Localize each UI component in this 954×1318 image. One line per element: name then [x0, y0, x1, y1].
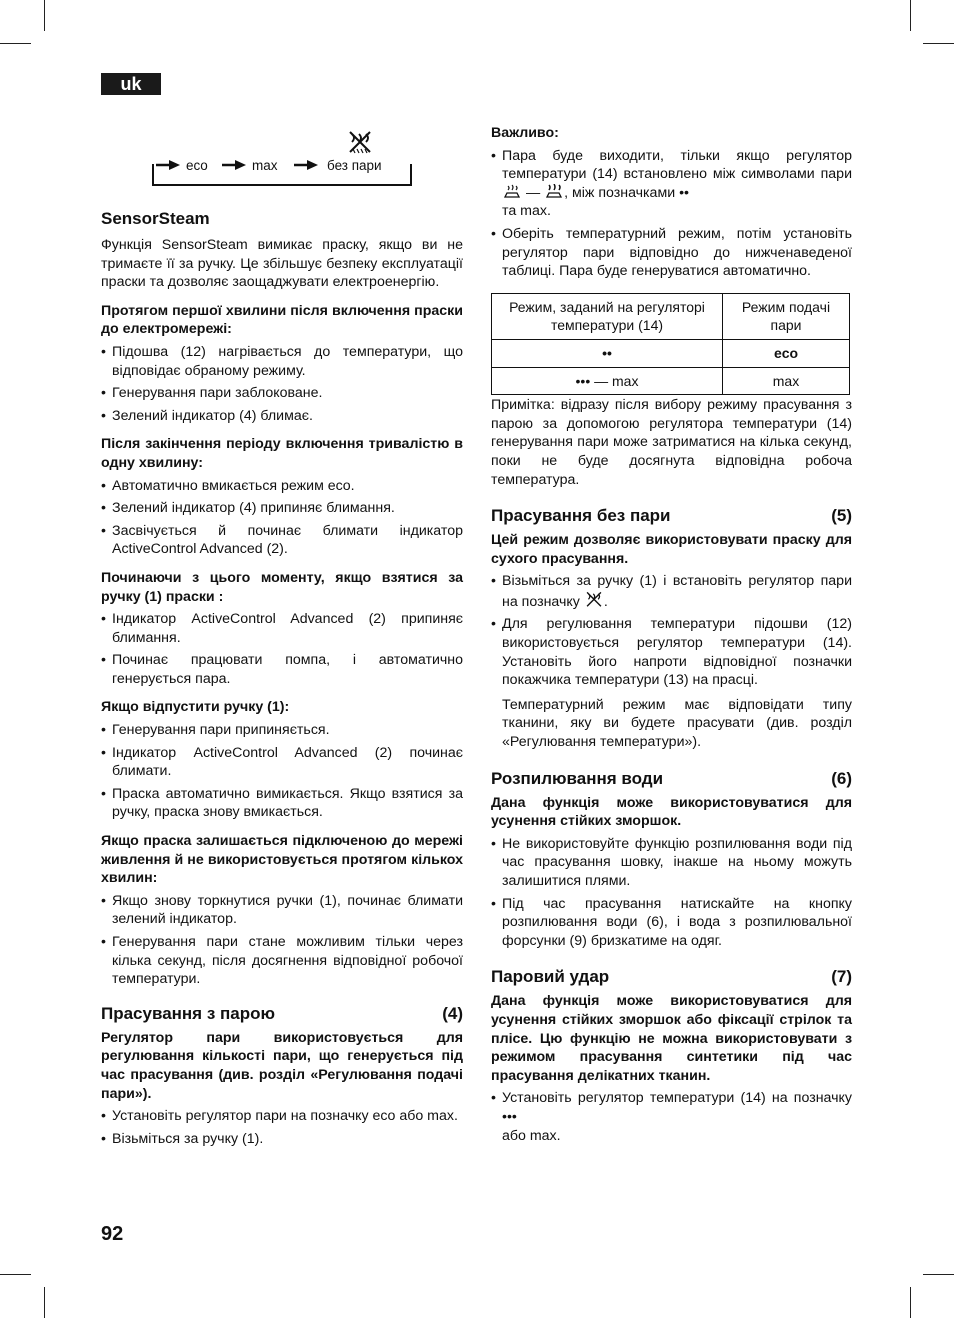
connected-list: [101, 892, 463, 989]
no-steam-icon: [347, 130, 373, 156]
from-now-heading: Починаючи з цього моменту, якщо взятися за ручку (1) праски :: [101, 569, 463, 605]
crop-mark: [44, 1287, 45, 1318]
dry-ironing-lead: Цей режим дозволяє використовувати праску для сухого прасування.: [491, 532, 852, 567]
steam-ironing-list: [101, 1107, 463, 1148]
list-item: • Автоматично вмикається режим eco.: [101, 477, 463, 496]
crop-mark: [44, 0, 45, 31]
list-item: • Починає працювати помпа, і автоматично генерується пара.: [101, 651, 463, 688]
table-row: [492, 367, 850, 395]
list-item: • Генерування пари заблоковане.: [101, 384, 463, 403]
arrow-right-icon: [222, 160, 246, 170]
table-cell: ••• — max: [492, 367, 723, 395]
table-cell: max: [723, 367, 850, 395]
table-header-row: [492, 293, 850, 339]
list-item: • Генерування пари стане можливим тільки через кілька секунд, після досягнення відповідної робочої температури.: [101, 933, 463, 989]
steam-icon: [502, 184, 522, 200]
table-note: Примітка: відразу після вибору режиму прасування з парою за допомогою регулятора температури (14) генерування пари може затриматися на кілька секунд, поки не буде досягнута відповідна робоча температура.: [491, 397, 852, 488]
important-heading: Важливо:: [491, 125, 559, 141]
diagram-label-no-steam: без пари: [324, 157, 385, 175]
steam-mode-diagram: [101, 124, 463, 204]
after-period-list: [101, 477, 463, 559]
list-item: • Візьміться за ручку (1).: [101, 1130, 463, 1149]
section-title-steam-shot: Паровий удар (7): [491, 967, 852, 987]
table-cell: ••: [492, 339, 723, 367]
list-item: • Індикатор ActiveControl Advanced (2) припиняє блимання.: [101, 610, 463, 647]
no-steam-icon: [584, 591, 604, 609]
first-minute-heading: Протягом першої хвилини після включення праски до електромережі:: [101, 302, 463, 338]
dry-ironing-list: [491, 572, 852, 690]
diagram-label-eco: eco: [183, 157, 211, 175]
release-heading: Якщо відпустити ручку (1):: [101, 699, 290, 716]
sensorsteam-intro: Функція SensorSteam вимикає праску, якщо ви не тримаєте її за ручку. Це збільшує безпеку експлуатації праски та дозволяє заощаджувати електроенергію.: [101, 237, 463, 291]
section-title-sensorsteam: SensorSteam: [101, 209, 210, 228]
arrow-right-icon: [156, 160, 180, 170]
dry-ironing-extra: Температурний режим має відповідати типу тканини, яку ви будете прасувати (див. розділ «Регулювання температури»).: [502, 696, 852, 751]
page-number: 92: [101, 1223, 124, 1245]
list-item: • Генерування пари припиняється.: [101, 721, 463, 740]
list-item: • Під час прасування натискайте на кнопку розпилювання води (6), і вода з розпилювальної форсунки (9) бризкатиме на одяг.: [491, 895, 852, 951]
steam-shot-lead: Дана функція може використовуватися для усунення стійких зморшок або фіксації стрілок та плісе. Цю функцію не можна використовувати з режимом прасування синтетики під час прасування делікатних тканин.: [491, 993, 852, 1084]
list-item: • Не використовуйте функцію розпилювання води під час прасування шовку, інакше на ньому можуть залишитися плями.: [491, 835, 852, 891]
table-header-cell: Режим подачі пари: [723, 293, 850, 339]
arrow-right-icon: [294, 160, 318, 170]
crop-mark: [910, 1287, 911, 1318]
steam-icon: [544, 184, 564, 200]
list-item: • Пара буде виходити, тільки якщо регулятор температури (14) встановлено між символами пари — , між позначками •• та max.: [491, 147, 852, 221]
crop-mark: [0, 43, 31, 44]
list-item: • Установіть регулятор пари на позначку eco або max.: [101, 1107, 463, 1126]
list-item: • Для регулювання температури підошви (12) використовується регулятор температури (14). Установіть його напроти відповідної позначки покажчика температури (13) на прасці.: [491, 615, 852, 689]
right-column: [491, 124, 852, 1145]
list-item: • Підошва (12) нагрівається до температури, що відповідає обраному режиму.: [101, 343, 463, 380]
list-item: • Установіть регулятор температури (14) на позначку ••• або max.: [491, 1089, 852, 1145]
first-minute-list: [101, 343, 463, 425]
list-item: • Засвічується й починає блимати індикатор ActiveControl Advanced (2).: [101, 522, 463, 559]
table-row: [492, 339, 850, 367]
crop-mark: [910, 0, 911, 31]
steam-ironing-lead: Регулятор пари використовується для регулювання кількості пари, що генерується під час прасування (див. розділ «Регулювання подачі пари»).: [101, 1029, 463, 1102]
table-cell: eco: [723, 339, 850, 367]
crop-mark: [0, 1274, 31, 1275]
from-now-list: [101, 610, 463, 688]
language-badge: uk: [101, 73, 161, 95]
table-header-cell: Режим, заданий на регуляторі температури (14): [492, 293, 723, 339]
list-item: • Зелений індикатор (4) блимає.: [101, 407, 463, 426]
list-item: • Індикатор ActiveControl Advanced (2) починає блимати.: [101, 744, 463, 781]
release-list: [101, 721, 463, 822]
spray-list: [491, 835, 852, 951]
after-period-heading: Після закінчення періоду включення тривалістю в одну хвилину:: [101, 436, 463, 471]
list-item: • Якщо знову торкнутися ручки (1), починає блимати зелений індикатор.: [101, 892, 463, 929]
left-column: [101, 124, 463, 1148]
diagram-label-max: max: [249, 157, 281, 175]
important-list: [491, 147, 852, 281]
list-item: • Візьміться за ручку (1) і встановіть регулятор пари на позначку .: [491, 572, 852, 611]
list-item: • Зелений індикатор (4) припиняє блимання.: [101, 499, 463, 518]
section-title-spray: Розпилювання води (6): [491, 768, 852, 788]
crop-mark: [923, 43, 954, 44]
crop-mark: [923, 1274, 954, 1275]
steam-settings-table: [491, 293, 850, 395]
list-item: • Оберіть температурний режим, потім установіть регулятор пари відповідно до нижченаведеної таблиці. Пара буде генеруватися автоматично.: [491, 225, 852, 281]
steam-shot-list: [491, 1089, 852, 1145]
list-item: • Праска автоматично вимикається. Якщо взятися за ручку, праска знову вмикається.: [101, 785, 463, 822]
section-title-dry-ironing: Прасування без пари (5): [491, 506, 852, 526]
connected-heading: Якщо праска залишається підключеною до мережі живлення й не використовується протягом кількох хвилин:: [101, 833, 463, 887]
section-title-steam-ironing: Прасування з парою (4): [101, 1003, 463, 1023]
spray-lead: Дана функція може використовуватися для усунення стійких зморшок.: [491, 794, 852, 830]
